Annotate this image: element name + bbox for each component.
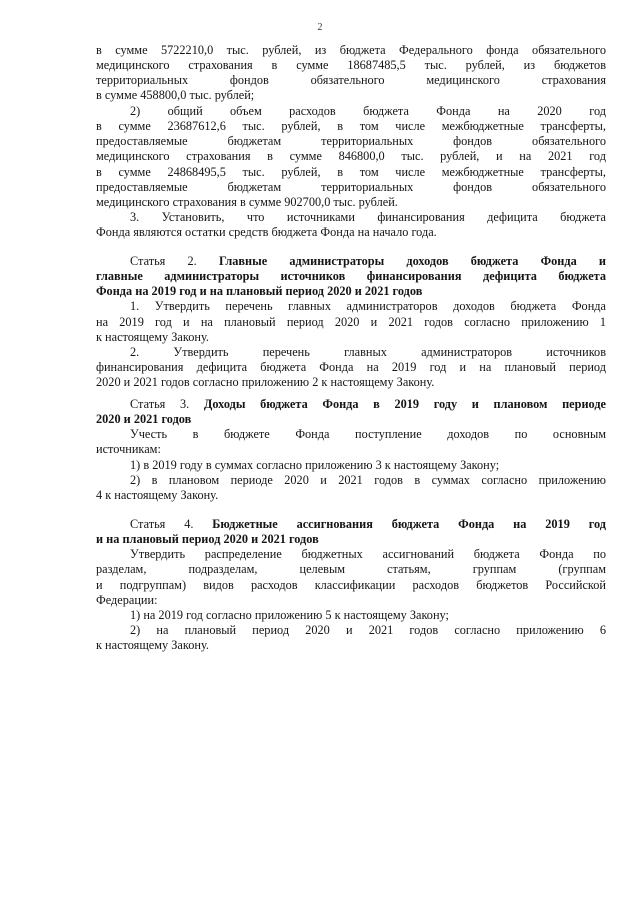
article-title-line: 2020 и 2021 годов	[96, 412, 192, 427]
text-line: Утвердить распределение бюджетных ассигнований бюджета Фонда по	[130, 547, 606, 562]
item-3-paragraph	[96, 210, 606, 240]
text-line: 1) на 2019 год согласно приложению 5 к настоящему Закону;	[130, 607, 449, 622]
text-line: 2) на плановый период 2020 и 2021 годов согласно приложению 6	[130, 623, 606, 638]
text-line: медицинского страхования в сумме 18687485,5 тыс. рублей, из бюджетов	[96, 58, 606, 73]
page-number: 2	[317, 22, 323, 33]
article-4	[96, 517, 606, 653]
text-line: 2) общий объем расходов бюджета Фонда на 2020 год	[130, 104, 606, 118]
article-label: Статья 2.	[130, 254, 197, 268]
text-line: территориальных фондов обязательного медицинского страхования	[96, 73, 606, 88]
text-line: Учесть в бюджете Фонда поступление доходов по основным	[130, 427, 606, 442]
text-line: Федерации:	[96, 592, 158, 607]
text-line: источникам:	[96, 442, 161, 457]
text-line: и подгруппам) видов расходов классификации расходов бюджетов Российской	[96, 577, 606, 592]
article-label: Статья 3.	[130, 397, 190, 411]
text-line: к настоящему Закону.	[96, 638, 209, 653]
article-3-heading-line	[96, 397, 606, 412]
text-line: медицинского страхования в сумме 846800,0 тыс. рублей, и на 2021 год	[96, 149, 606, 164]
text-line: финансирования дефицита бюджета Фонда на 2019 год и на плановый период	[96, 360, 606, 375]
text-line: Фонда являются остатки средств бюджета Фонда на начало года.	[96, 225, 437, 240]
article-label: Статья 4.	[130, 517, 194, 531]
text-line: предоставляемые бюджетам территориальных фондов обязательного	[96, 179, 606, 194]
article-4-heading-line	[96, 517, 606, 532]
article-title-line: и на плановый период 2020 и 2021 годов	[96, 532, 319, 547]
text-line: 2) в плановом периоде 2020 и 2021 годов в суммах согласно приложению	[130, 472, 606, 487]
article-title: Главные администраторы доходов бюджета Фонда и	[218, 254, 607, 268]
text-line: предоставляемые бюджетам территориальных фондов обязательного	[96, 134, 606, 149]
text-line: 3. Установить, что источниками финансирования дефицита бюджета	[130, 210, 606, 224]
text-line: 2020 и 2021 годов согласно приложению 2 к настоящему Закону.	[96, 375, 435, 390]
article-title: Бюджетные ассигнования бюджета Фонда на 2019 год	[212, 517, 607, 531]
text-line: в сумме 5722210,0 тыс. рублей, из бюджета Федерального фонда обязательного	[96, 43, 606, 57]
text-line: медицинского страхования в сумме 902700,0 тыс. рублей.	[96, 194, 398, 209]
text-line: в сумме 24868495,5 тыс. рублей, в том числе межбюджетные трансферты,	[96, 164, 606, 179]
item-2-paragraph	[96, 104, 606, 210]
text-line: в сумме 23687612,6 тыс. рублей, в том числе межбюджетные трансферты,	[96, 119, 606, 134]
text-line: разделам, подразделам, целевым статьям, группам (группам	[96, 562, 606, 577]
text-line: в сумме 458800,0 тыс. рублей;	[96, 88, 255, 103]
article-title-line: главные администраторы источников финансирования дефицита бюджета	[96, 269, 606, 284]
article-3	[96, 397, 606, 503]
article-2-heading-line	[96, 254, 606, 269]
article-title: Доходы бюджета Фонда в 2019 году и плановом периоде	[203, 397, 607, 411]
text-line: к настоящему Закону.	[96, 329, 209, 344]
intro-paragraph	[96, 43, 606, 104]
text-line: 1. Утвердить перечень главных администраторов доходов бюджета Фонда	[130, 299, 606, 314]
text-line: на 2019 год и на плановый период 2020 и 2021 годов согласно приложению 1	[96, 314, 606, 329]
article-2	[96, 254, 606, 390]
text-line: 4 к настоящему Закону.	[96, 487, 219, 502]
text-line: 1) в 2019 году в суммах согласно приложению 3 к настоящему Закону;	[130, 457, 500, 472]
article-title-line: Фонда на 2019 год и на плановый период 2020 и 2021 годов	[96, 284, 423, 299]
text-line: 2. Утвердить перечень главных администраторов источников	[130, 344, 606, 359]
